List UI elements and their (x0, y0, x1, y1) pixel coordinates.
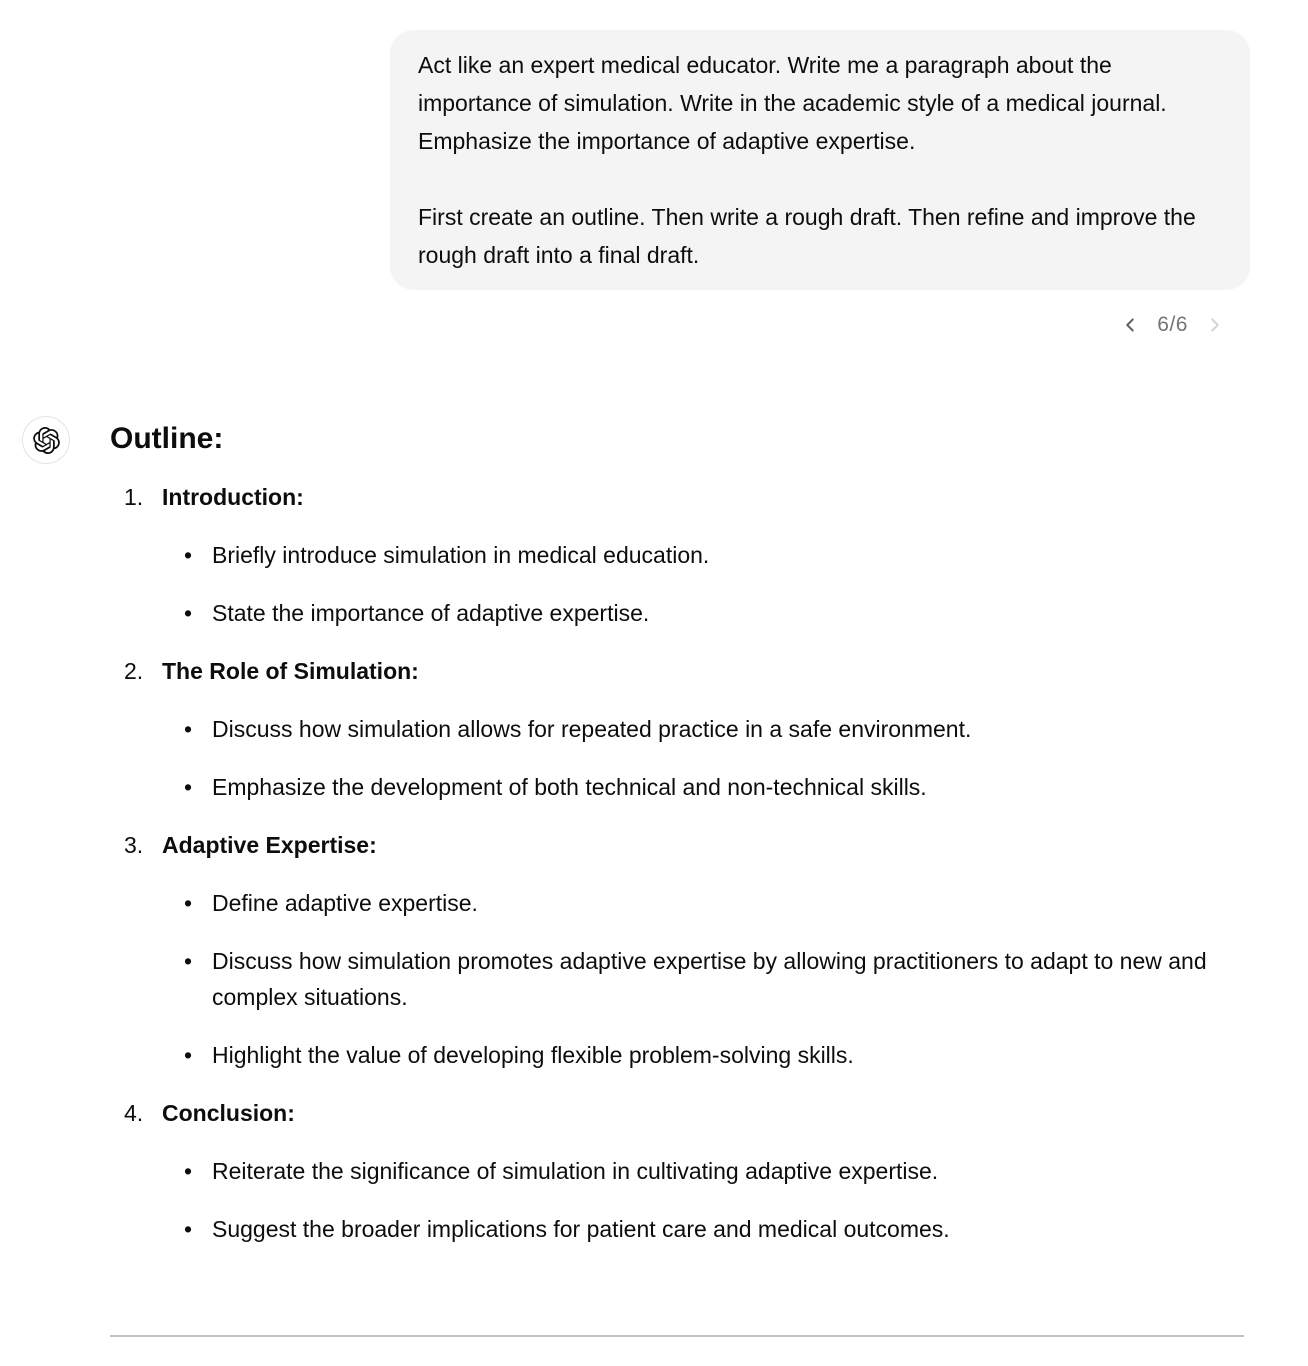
list-item: • Highlight the value of developing flexible problem-solving skills. (184, 1037, 1238, 1073)
user-message-turn (22, 30, 1250, 340)
chevron-right-icon (1204, 314, 1226, 336)
user-message-paragraph: First create an outline. Then write a rough draft. Then refine and improve the rough draft into a final draft. (418, 204, 1196, 268)
list-item: • State the importance of adaptive expertise. (184, 595, 1238, 631)
assistant-avatar (22, 416, 70, 464)
outline-section (110, 479, 1238, 631)
list-item: • Discuss how simulation allows for repeated practice in a safe environment. (184, 711, 1238, 747)
section-divider (110, 1335, 1244, 1337)
assistant-message-content (110, 416, 1238, 1247)
bullet-icon: • (184, 948, 193, 974)
outline-list (110, 479, 1238, 1247)
bullet-icon: • (184, 1216, 193, 1242)
chevron-left-icon (1119, 314, 1141, 336)
list-item: • Briefly introduce simulation in medical education. (184, 537, 1238, 573)
section-title: Adaptive Expertise: (162, 832, 377, 858)
outline-section (110, 1095, 1238, 1247)
section-title: Introduction: (162, 484, 304, 510)
bullet-icon: • (184, 890, 193, 916)
assistant-message-turn (22, 416, 1250, 1247)
bullet-icon: • (184, 600, 193, 626)
section-title: Conclusion: (162, 1100, 295, 1126)
bullet-icon: • (184, 1158, 193, 1184)
message-version-pagination (1119, 310, 1226, 340)
outline-heading: Outline: (110, 422, 224, 455)
list-item: • Suggest the broader implications for patient care and medical outcomes. (184, 1211, 1238, 1247)
bullet-icon: • (184, 716, 193, 742)
previous-version-button[interactable] (1119, 314, 1141, 336)
outline-section (110, 653, 1238, 805)
list-item: • Emphasize the development of both technical and non-technical skills. (184, 769, 1238, 805)
list-item: • Discuss how simulation promotes adaptive expertise by allowing practitioners to adapt to new and complex situations. (184, 943, 1238, 1015)
section-number: 4. (124, 1100, 144, 1126)
section-title: The Role of Simulation: (162, 658, 419, 684)
bullet-icon: • (184, 542, 193, 568)
bullet-icon: • (184, 774, 193, 800)
outline-section (110, 827, 1238, 1073)
user-message-paragraph: Act like an expert medical educator. Write me a paragraph about the importance of simulation. Write in the academic style of a medical journal. Emphasize the importance of adaptive expertise. (418, 52, 1167, 154)
conversation-thread (22, 0, 1250, 1337)
bullet-icon: • (184, 1042, 193, 1068)
section-number: 2. (124, 658, 144, 684)
list-item: • Define adaptive expertise. (184, 885, 1238, 921)
section-number: 1. (124, 484, 144, 510)
user-message-bubble (390, 30, 1250, 290)
section-number: 3. (124, 832, 144, 858)
list-item: • Reiterate the significance of simulation in cultivating adaptive expertise. (184, 1153, 1238, 1189)
next-version-button[interactable] (1204, 314, 1226, 336)
openai-logo-icon (33, 427, 60, 454)
version-counter: 6/6 (1157, 313, 1188, 336)
